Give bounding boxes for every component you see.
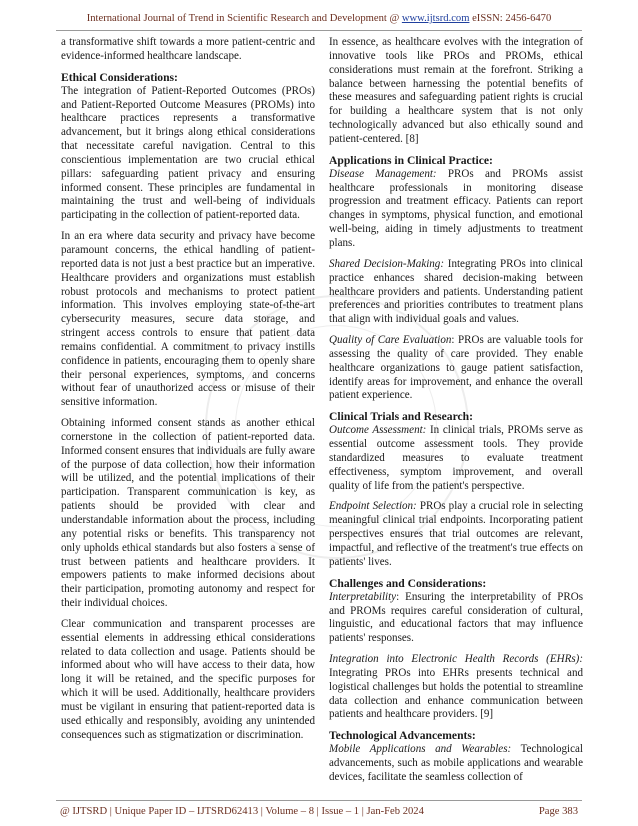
heading-challenges: Challenges and Considerations: [329, 576, 487, 590]
paragraph-clear-communication: Clear communication and transparent processes are essential elements in addressing ethical considerations related to data collection and usage. Patients should be informed about who will have access to their data, how long it will be retained, and the specific purposes for which it will be used. Additionally, healthcare providers must be vigilant in ensuring that patient-reported data is used ethically and responsibly, avoiding any unintended consequences such as stigmatization or discrimination. [61, 617, 315, 741]
paragraph-disease-management [329, 168, 583, 251]
paragraph-ehr-integration [329, 653, 583, 722]
left-column [61, 36, 315, 743]
footer-divider [56, 800, 582, 801]
label-outcome-assessment: Outcome Assessment: [329, 424, 427, 437]
paragraph-outcome-assessment [329, 424, 583, 493]
label-ehr-integration: Integration into Electronic Health Records (EHRs): [329, 653, 583, 666]
paragraph-essence: In essence, as healthcare evolves with the integration of innovative tools like PROs and PROMs, ethical considerations must remain at the forefront. Striking a balance between harnessing the potential benefits of these measures and safeguarding patient rights is crucial for building a healthcare system that is not only technologically advanced but also ethically sound and patient-centered. [8] [329, 36, 583, 145]
paragraph-endpoint-selection [329, 500, 583, 569]
paragraph-continuation: a transformative shift towards a more patient-centric and evidence-informed healthcare landscape. [61, 36, 315, 62]
right-column [329, 36, 583, 785]
text-quality-care: : PROs are valuable tools for assessing the quality of care provided. They enable healthcare organizations to gauge patient satisfaction, identify areas for improvement, and enhance the overall patient experience. [329, 334, 583, 402]
running-header [0, 13, 638, 24]
label-disease-management: Disease Management: [329, 167, 437, 180]
header-divider [56, 30, 582, 31]
journal-url-link[interactable]: www.ijtsrd.com [401, 13, 470, 24]
text-ehr-integration: Integrating PROs into EHRs presents technical and logistical challenges but holds the potential to streamline data collection and enhance communication between patients and healthcare providers. [9] [329, 666, 583, 721]
text-disease-management: PROs and PROMs assist healthcare professionals in monitoring disease progression and treatment efficacy. Patients can report changes in symptoms, physical function, and emotional well-being, aiding in timely adjustments to treatment plans. [329, 167, 583, 249]
paragraph-data-security: In an era where data security and privacy have become paramount concerns, the ethical handling of patient-reported data is not just a best practice but an imperative. Healthcare providers and organizations must establish robust protocols and mechanisms to protect patient information. This involves employing state-of-the-art cybersecurity measures, secure data storage, and stringent access controls to ensure that patient data remains confidential. A commitment to privacy instills confidence in patients, encouraging them to openly share their personal experiences, symptoms, and concerns without fear of unauthorized access or misuse of their sensitive information. [61, 230, 315, 409]
footer-paper-info: @ IJTSRD | Unique Paper ID – IJTSRD62413 | Volume – 8 | Issue – 1 | Jan-Feb 2024 [60, 806, 424, 817]
heading-applications: Applications in Clinical Practice: [329, 153, 493, 167]
paragraph-shared-decision [329, 258, 583, 327]
heading-ethical-considerations: Ethical Considerations: [61, 70, 178, 84]
label-shared-decision: Shared Decision-Making: [329, 257, 445, 270]
label-interpretability: Interpretability [329, 590, 397, 603]
paragraph-ethical: The integration of Patient-Reported Outcomes (PROs) and Patient-Reported Outcome Measures (PROMs) into healthcare practices represents a transformative advancement, but it brings along ethical considerations that necessitate careful navigation. Central to this conscientious implementation are two crucial ethical pillars: safeguarding patient privacy and ensuring informed consent. These principles are fundamental in maintaining the trust and well-being of individuals participating in the collection of patient-reported data. [61, 84, 315, 222]
label-quality-care: Quality of Care Evaluation [329, 334, 452, 347]
paragraph-quality-care [329, 334, 583, 403]
text-shared-decision: Integrating PROs into clinical practice enhances shared decision-making between healthcare providers and patients. Understanding patient preferences and priorities contributes to treatment plans that align with individual goals and values. [329, 257, 583, 326]
page-number: Page 383 [538, 806, 578, 817]
label-endpoint-selection: Endpoint Selection: [329, 500, 417, 513]
paragraph-interpretability [329, 591, 583, 646]
text-interpretability: : Ensuring the interpretability of PROs and PROMs requires careful consideration of cultural, linguistic, and educational factors that may influence patients' responses. [329, 590, 583, 645]
heading-technological-advancements: Technological Advancements: [329, 729, 476, 743]
text-endpoint-selection: PROs play a crucial role in selecting meaningful clinical trial endpoints. Incorporating patient perspectives ensures that trial outcomes are relevant, impactful, and reflective of the treatment's true effects on patients' lives. [329, 500, 584, 568]
paragraph-mobile-wearables [329, 743, 583, 785]
label-mobile-wearables: Mobile Applications and Wearables: [329, 743, 512, 756]
issn: eISSN: 2456-6470 [469, 13, 552, 24]
heading-clinical-trials: Clinical Trials and Research: [329, 410, 473, 424]
paragraph-informed-consent: Obtaining informed consent stands as another ethical cornerstone in the collection of patient-reported data. Informed consent ensures that individuals are fully aware of the purpose of data collection, how their information will be utilized, and the potential implications of their participation. Transparent communication is key, as patients should be provided with clear and understandable information about the process, including any potential risks or benefits. This transparency not only upholds ethical standards but also fosters a sense of trust between patients and healthcare providers. It empowers patients to make informed decisions about their participation, promoting autonomy and respect for their individual choices. [61, 417, 315, 610]
journal-name: International Journal of Trend in Scientific Research and Development @ [86, 13, 402, 24]
text-outcome-assessment: In clinical trials, PROMs serve as essential outcome assessment tools. They provide standardized measures to evaluate treatment effectiveness, symptom improvement, and overall quality of life from the patient's perspective. [329, 424, 583, 492]
text-mobile-wearables: Technological advancements, such as mobile applications and wearable devices, facilitate the seamless collection of [329, 743, 583, 783]
